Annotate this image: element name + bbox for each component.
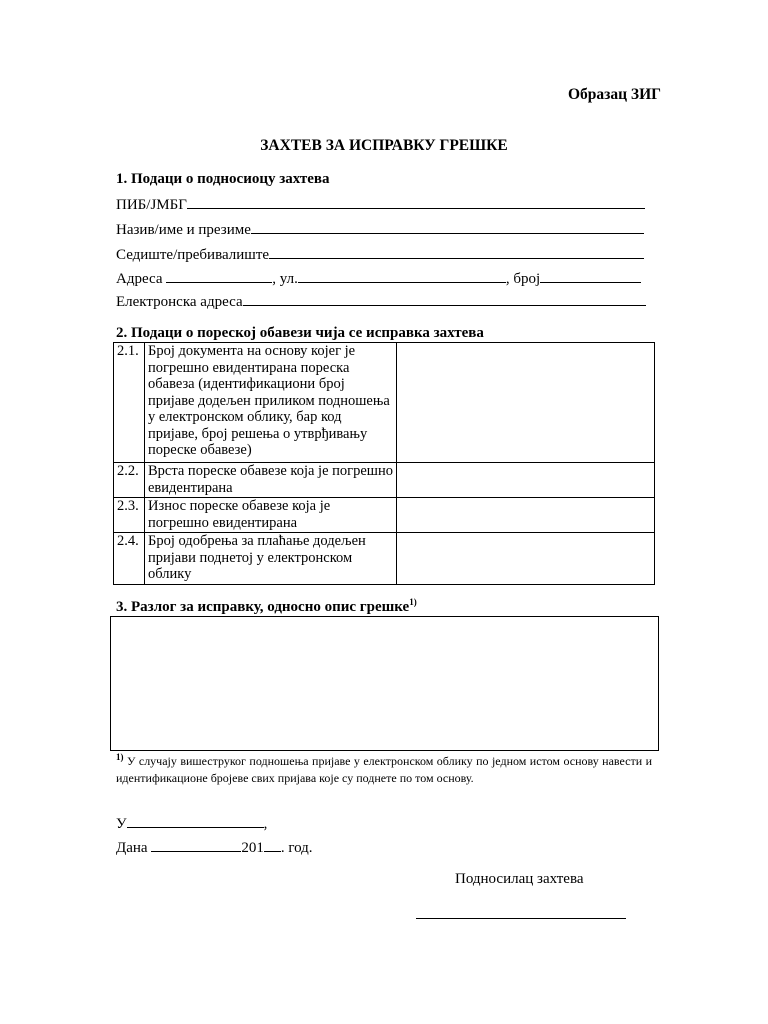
table-row — [114, 343, 655, 463]
date-label: Дана — [116, 840, 148, 856]
residence-input-line[interactable] — [269, 245, 644, 259]
section-1-heading: 1. Подаци о подносиоцу захтева — [116, 171, 330, 187]
date-input-line[interactable] — [151, 838, 241, 852]
pib-field[interactable] — [116, 195, 645, 214]
residence-label: Седиште/пребивалиште — [116, 247, 270, 263]
row-label: Број документа на основу којег је погрешно евидентирана пореска обавеза (идентификациони број пријаве додељен приликом подношења у електронском облику, бар код пријаве, број решења о утврђивању пореске обавезе) — [145, 343, 397, 463]
name-input-line[interactable] — [251, 220, 644, 234]
pib-label: ПИБ/ЈМБГ — [116, 197, 187, 213]
footnote-mark: 1) — [116, 752, 124, 762]
row-value-cell[interactable] — [397, 533, 655, 585]
row-number: 2.2. — [114, 463, 145, 498]
email-input-line[interactable] — [243, 292, 646, 306]
footnote — [116, 749, 652, 787]
table-row — [114, 533, 655, 585]
footnote-reference: 1) — [409, 597, 417, 607]
table-row — [114, 498, 655, 533]
residence-field[interactable] — [116, 245, 644, 264]
date-year-prefix: 201 — [241, 840, 264, 856]
name-label: Назив/име и презиме — [116, 222, 251, 238]
name-field[interactable] — [116, 220, 644, 239]
row-value-cell[interactable] — [397, 463, 655, 498]
email-field[interactable] — [116, 292, 646, 311]
document-title: ЗАХТЕВ ЗА ИСПРАВКУ ГРЕШКЕ — [260, 137, 508, 154]
street-input-line[interactable] — [298, 269, 506, 283]
row-value-cell[interactable] — [397, 343, 655, 463]
number-input-line[interactable] — [540, 269, 641, 283]
address-field[interactable] — [116, 269, 641, 288]
email-label: Електронска адреса — [116, 294, 243, 310]
pib-input-line[interactable] — [187, 195, 645, 209]
row-number: 2.3. — [114, 498, 145, 533]
applicant-label: Подносилац захтева — [455, 871, 584, 887]
date-field[interactable] — [116, 838, 313, 857]
footnote-text: У случају вишеструког подношења пријаве у електронском облику по једном истом основу навести и идентификационе бројеве свих пријава које су поднете по том основу. — [116, 754, 652, 785]
street-label: , ул. — [272, 271, 298, 287]
section-2-heading: 2. Подаци о пореској обавези чија се исправка захтева — [116, 325, 484, 341]
address-label: Адреса — [116, 271, 163, 287]
place-field[interactable] — [116, 814, 267, 833]
address-input-line[interactable] — [166, 269, 272, 283]
row-number: 2.1. — [114, 343, 145, 463]
row-value-cell[interactable] — [397, 498, 655, 533]
signature-line[interactable] — [416, 918, 626, 919]
section-3-heading — [116, 597, 417, 616]
table-row — [114, 463, 655, 498]
date-suffix: . год. — [280, 840, 313, 856]
place-suffix: , — [263, 816, 268, 832]
form-code: Образац ЗИГ — [567, 86, 661, 103]
place-input-line[interactable] — [127, 814, 264, 828]
reason-textarea[interactable] — [110, 616, 659, 751]
place-label: У — [116, 816, 127, 832]
year-suffix-input-line[interactable] — [264, 838, 281, 852]
row-label: Износ пореске обавезе која је погрешно евидентирана — [145, 498, 397, 533]
section-3-heading-text: 3. Разлог за исправку, односно опис грешке — [116, 599, 410, 615]
number-label: , број — [505, 271, 541, 287]
row-label: Број одобрења за плаћање додељен пријави поднетој у електронском облику — [145, 533, 397, 585]
obligations-table — [113, 342, 655, 585]
row-label: Врста пореске обавезе која је погрешно евидентирана — [145, 463, 397, 498]
row-number: 2.4. — [114, 533, 145, 585]
